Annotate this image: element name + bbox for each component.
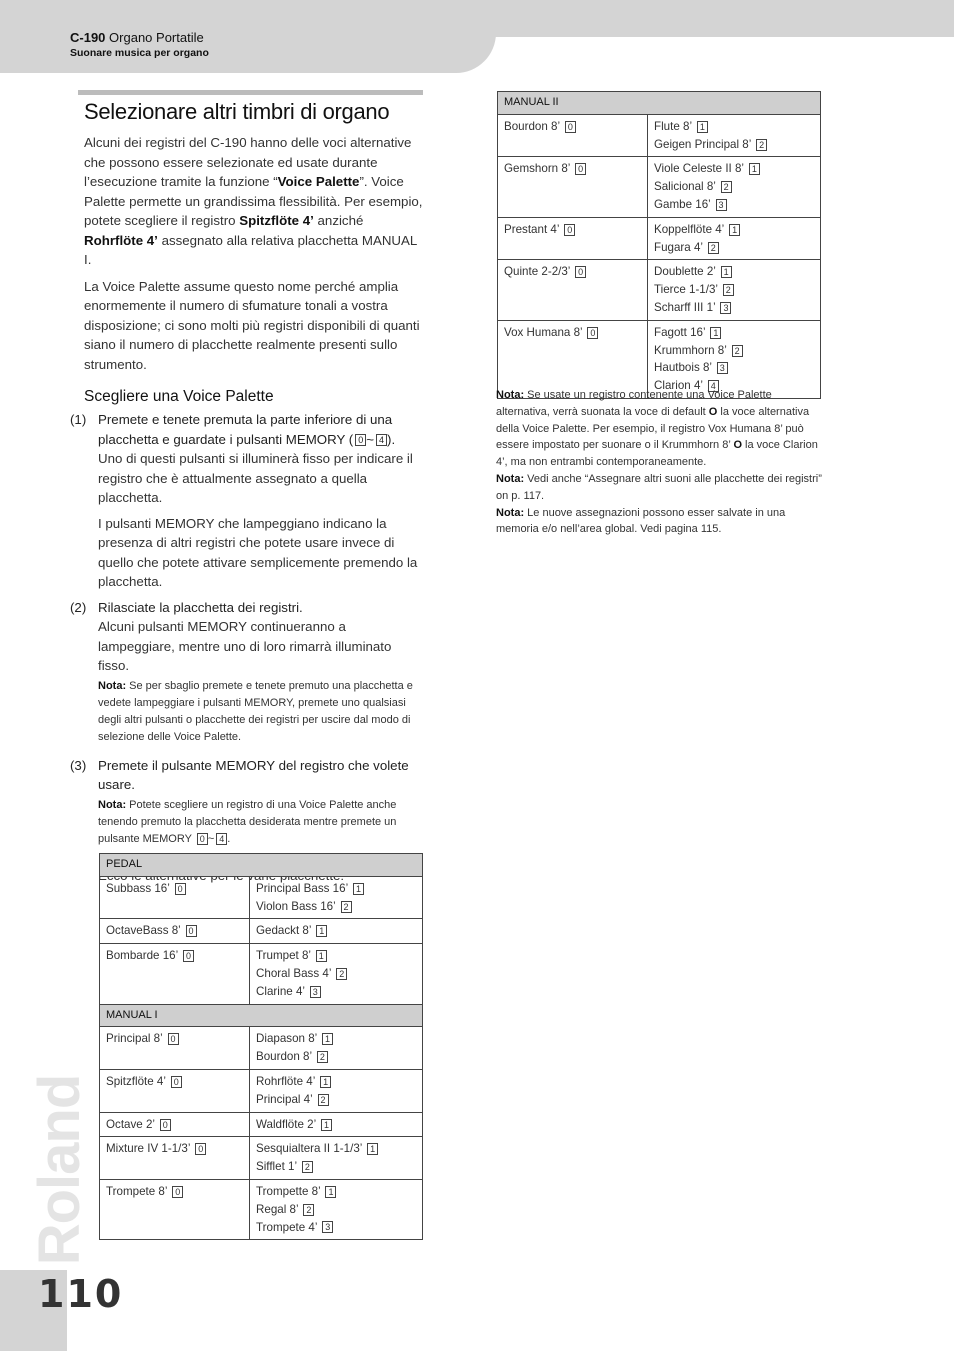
alternative-register: Sifflet 1’ 2	[256, 1158, 416, 1176]
alternative-register: Clarion 4’ 4	[654, 377, 814, 395]
memory-key-icon: 0	[355, 434, 366, 446]
alternative-register: Trumpet 8’ 1	[256, 947, 416, 965]
default-register: Bourdon 8’ 0	[498, 114, 648, 157]
memory-key-icon: 3	[720, 302, 731, 314]
alternative-registers	[250, 1027, 423, 1070]
header-section: Suonare musica per organo	[70, 47, 209, 59]
alternative-register: Regal 8’ 2	[256, 1201, 416, 1219]
memory-key-icon: 0	[587, 327, 598, 339]
alternative-register: Waldflöte 2’ 1	[256, 1116, 416, 1134]
memory-key-icon: 4	[216, 833, 227, 845]
alternative-register: Doublette 2’ 1	[654, 263, 814, 281]
memory-key-icon: 2	[317, 1051, 328, 1063]
memory-key-icon: 1	[697, 121, 708, 133]
alternative-register: Krummhorn 8’ 2	[654, 342, 814, 360]
registers-table-left	[99, 853, 423, 1240]
header-product: Organo Portatile	[109, 30, 204, 45]
note: Nota: Potete scegliere un registro di una Voice Palette anche tenendo premuto la placchetta desiderata mentre premete un pulsante MEMORY 0 ~ 4 .	[98, 798, 397, 845]
brand-logo: Roland	[27, 1074, 92, 1266]
alternative-register: Gedackt 8’ 1	[256, 922, 416, 940]
alternative-registers	[648, 157, 821, 217]
memory-key-icon: 1	[749, 163, 760, 175]
alternative-registers	[250, 876, 423, 919]
right-notes	[496, 387, 826, 538]
default-register: OctaveBass 8’ 0	[100, 919, 250, 944]
register-row	[100, 919, 423, 944]
intro-paragraph-1: Alcuni dei registri del C-190 hanno delle voci alternative che possono essere selezionate ed usate durante l’esecuzione tramite la funzione “Voice Palette”. Voice Palette permette un grandissima flessibilità. Per esempio, potete scegliere il registro Spitzflöte 4’ anziché Rohrflöte 4’ assegnato alla relativa placchetta MANUAL I.	[84, 135, 423, 267]
memory-key-icon: 0	[175, 883, 186, 895]
memory-key-icon: 2	[303, 1204, 314, 1216]
alternative-registers	[250, 919, 423, 944]
memory-key-icon: 2	[756, 139, 767, 151]
memory-key-icon: 0	[575, 163, 586, 175]
memory-key-icon: 0	[172, 1186, 183, 1198]
alternative-register: Flute 8’ 1	[654, 118, 814, 136]
step-3: (3) Premete il pulsante MEMORY del registro che volete usare. Nota: Potete scegliere un registro di una Voice Palette anche tenendo premuto la placchetta desiderata mentre premete un pulsante MEMORY 0 ~ 4 .	[70, 756, 424, 848]
alternative-register: Hautbois 8’ 3	[654, 359, 814, 377]
memory-key-icon: 0	[160, 1119, 171, 1131]
register-row	[498, 217, 821, 260]
step-number: (3)	[70, 757, 87, 773]
memory-key-icon: 0	[168, 1033, 179, 1045]
default-register: Principal 8’ 0	[100, 1027, 250, 1070]
alternative-register: Scharff III 1’ 3	[654, 299, 814, 317]
note: Nota: Le nuove assegnazioni possono esser salvate in una memoria e/o nell’area global. Vedi pagina 115.	[496, 506, 786, 536]
memory-key-icon: 1	[710, 327, 721, 339]
register-row	[100, 944, 423, 1004]
memory-key-icon: 1	[316, 950, 327, 962]
alternative-registers	[250, 1112, 423, 1137]
memory-key-icon: 1	[325, 1186, 336, 1198]
alternative-register: Choral Bass 4’ 2	[256, 965, 416, 983]
register-row	[498, 157, 821, 217]
alternative-registers	[648, 114, 821, 157]
section-label: MANUAL II	[498, 92, 821, 115]
memory-key-icon: 0	[183, 950, 194, 962]
note: Nota: Vedi anche “Assegnare altri suoni alle placchette dei registri” on p. 117.	[496, 472, 822, 502]
alternative-register: Koppelflöte 4’ 1	[654, 221, 814, 239]
memory-key-icon: 2	[723, 284, 734, 296]
alternative-register: Diapason 8’ 1	[256, 1030, 416, 1048]
register-row	[498, 114, 821, 157]
step-2: (2) Rilasciate la placchetta dei registri. Alcuni pulsanti MEMORY continueranno a lampeggiare, mentre uno di loro rimarrà illuminato fisso. Nota: Se per sbaglio premete e tenete premuto una placchetta e vedete lampeggiare i pulsanti MEMORY, premete uno qualsiasi degli altri pulsanti o placchette dei registri per uscire dal modo di selezione delle Voice Palette.	[70, 598, 424, 746]
memory-key-icon: 0	[564, 224, 575, 236]
memory-key-icon: 2	[732, 345, 743, 357]
memory-key-icon: 3	[716, 199, 727, 211]
section-label: PEDAL	[100, 854, 423, 877]
register-row	[100, 1112, 423, 1137]
memory-key-icon: 1	[367, 1143, 378, 1155]
default-register: Vox Humana 8’ 0	[498, 320, 648, 398]
alternative-register: Viole Celeste II 8’ 1	[654, 160, 814, 178]
note: Nota: Se per sbaglio premete e tenete premuto una placchetta e vedete lampeggiare i pulsanti MEMORY, premete uno qualsiasi degli altri pulsanti o placchette dei registri per uscire dal modo di selezione delle Voice Palette.	[98, 679, 413, 743]
register-row	[100, 1027, 423, 1070]
alternative-register: Bourdon 8’ 2	[256, 1048, 416, 1066]
title-rule	[78, 90, 423, 95]
default-register: Subbass 16’ 0	[100, 876, 250, 919]
memory-key-icon: 0	[186, 925, 197, 937]
register-row	[498, 260, 821, 320]
section-row	[100, 854, 423, 877]
register-row	[100, 1179, 423, 1239]
default-register: Octave 2’ 0	[100, 1112, 250, 1137]
step-number: (2)	[70, 599, 87, 615]
note: Nota: Se usate un registro contenente una Voice Palette alternativa, verrà suonata la voce di default O la voce alternativa della Voice Palette. Per esempio, il registro Vox Humana 8’ può essere impostato per suonare o il Krummhorn 8’ O la voce Clarion 4’, ma non entrambi contemporaneamente.	[496, 389, 818, 469]
alternative-register: Rohrflöte 4’ 1	[256, 1073, 416, 1091]
memory-key-icon: 2	[708, 242, 719, 254]
page-title: Selezionare altri timbri di organo	[84, 99, 390, 124]
memory-key-icon: 4	[376, 434, 387, 446]
default-register: Prestant 4’ 0	[498, 217, 648, 260]
alternative-registers	[250, 1137, 423, 1180]
register-row	[100, 1137, 423, 1180]
register-row	[100, 1069, 423, 1112]
alternative-register: Violon Bass 16’ 2	[256, 898, 416, 916]
memory-key-icon: 0	[197, 833, 208, 845]
registers-table-right	[497, 91, 821, 399]
section-heading: Scegliere una Voice Palette	[84, 388, 274, 405]
alternative-register: Gambe 16’ 3	[654, 196, 814, 214]
step-number: (1)	[70, 412, 87, 427]
alternative-register: Tierce 1-1/3’ 2	[654, 281, 814, 299]
memory-key-icon: 2	[336, 968, 347, 980]
left-column	[70, 90, 424, 891]
memory-key-icon: 4	[708, 380, 719, 392]
memory-key-icon: 1	[316, 925, 327, 937]
memory-key-icon: 1	[322, 1033, 333, 1045]
default-register: Gemshorn 8’ 0	[498, 157, 648, 217]
page-number: 110	[38, 1272, 124, 1316]
memory-key-icon: 1	[321, 1119, 332, 1131]
alternative-register: Sesquialtera II 1-1/3’ 1	[256, 1140, 416, 1158]
alternative-register: Principal 4’ 2	[256, 1091, 416, 1109]
step-1: (1) Premete e tenete premuta la parte inferiore di una placchetta e guardate i pulsanti MEMORY ( 0 ~ 4 ). Uno di questi pulsanti si illuminerà fisso per indicare il registro che è attualmente assegnato a quella placchetta. I pulsanti MEMORY che lampeggiano indicano la presenza di altri registri che potete usare invece di quello che potete attivare semplicemente premendo la placchetta.	[70, 412, 418, 589]
register-row	[100, 876, 423, 919]
default-register: Spitzflöte 4’ 0	[100, 1069, 250, 1112]
alternative-register: Salicional 8’ 2	[654, 178, 814, 196]
alternative-registers	[250, 944, 423, 1004]
section-label: MANUAL I	[100, 1004, 423, 1027]
alternative-register: Geigen Principal 8’ 2	[654, 136, 814, 154]
memory-key-icon: 3	[717, 362, 728, 374]
memory-key-icon: 3	[322, 1221, 333, 1233]
running-header	[70, 30, 209, 59]
section-row	[498, 92, 821, 115]
memory-key-icon: 0	[565, 121, 576, 133]
memory-key-icon: 0	[575, 266, 586, 278]
alternative-register: Clarine 4’ 3	[256, 983, 416, 1001]
memory-key-icon: 3	[310, 986, 321, 998]
section-row	[100, 1004, 423, 1027]
alternative-registers	[250, 1179, 423, 1239]
memory-key-icon: 0	[171, 1076, 182, 1088]
alternative-registers	[648, 260, 821, 320]
alternative-register: Trompette 8’ 1	[256, 1183, 416, 1201]
memory-key-icon: 1	[320, 1076, 331, 1088]
memory-key-icon: 2	[302, 1161, 313, 1173]
memory-key-icon: 2	[318, 1094, 329, 1106]
default-register: Mixture IV 1-1/3’ 0	[100, 1137, 250, 1180]
alternative-registers	[250, 1069, 423, 1112]
memory-key-icon: 1	[721, 266, 732, 278]
memory-key-icon: 2	[341, 901, 352, 913]
alternative-register: Trompete 4’ 3	[256, 1219, 416, 1237]
memory-key-icon: 1	[353, 883, 364, 895]
memory-key-icon: 0	[195, 1143, 206, 1155]
default-register: Bombarde 16’ 0	[100, 944, 250, 1004]
alternative-registers	[648, 217, 821, 260]
intro-paragraph-2: La Voice Palette assume questo nome perché amplia enormemente il numero di sfumature tonali a vostra disposizione; ci sono molti più registri disponibili di quanti siano il numero di placchette realmente presenti sullo strumento.	[84, 278, 420, 372]
default-register: Quinte 2-2/3’ 0	[498, 260, 648, 320]
alternative-register: Principal Bass 16’ 1	[256, 880, 416, 898]
alternative-register: Fagott 16’ 1	[654, 324, 814, 342]
header-model: C-190	[70, 30, 106, 45]
alternative-register: Fugara 4’ 2	[654, 239, 814, 257]
memory-key-icon: 2	[721, 181, 732, 193]
default-register: Trompete 8’ 0	[100, 1179, 250, 1239]
memory-key-icon: 1	[729, 224, 740, 236]
